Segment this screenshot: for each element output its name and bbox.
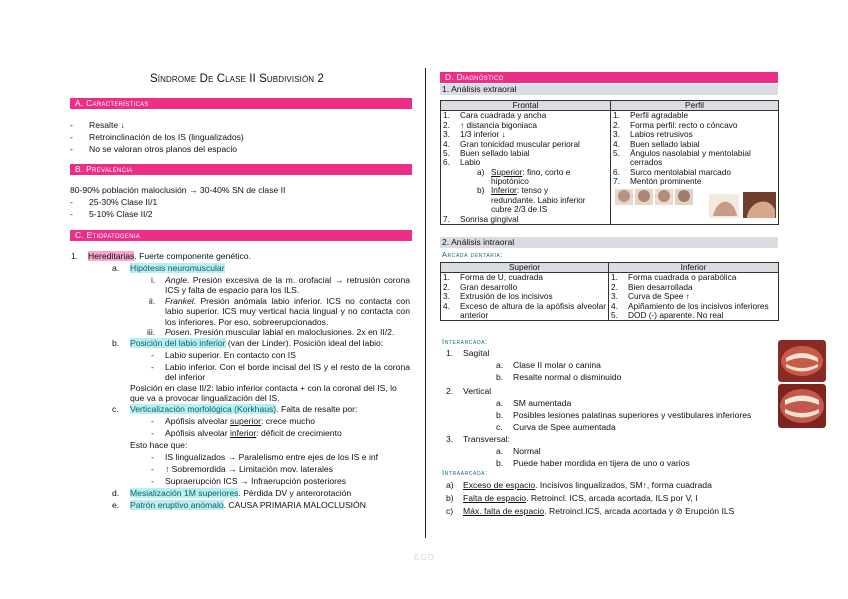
column-divider (425, 68, 426, 538)
list-item: - Retroinclinación de los IS (lingualizados) (70, 132, 244, 142)
col-header-frontal: Frontal (441, 101, 611, 111)
highlight-hereditarias: Hereditarias (88, 251, 135, 261)
list-item: 2. ↑ distancia bigoniaca (443, 119, 538, 130)
subsection-intraoral: 2. Análisis intraoral (440, 237, 778, 248)
list-item-hereditarias: 1. Hereditarias. Fuerte componente genético. (71, 251, 251, 261)
list-item: b. Puede haber mordida en tijera de uno o varios (496, 458, 690, 468)
list-item: 3. Curva de Spee ↑ (611, 291, 690, 302)
col-header-perfil: Perfil (611, 101, 779, 111)
list-item: 4. Exceso de altura de la apófisis alveolar anterior (443, 300, 606, 320)
highlight-mesializacion: Mesialización 1M superiores (130, 487, 239, 498)
arcada-table (440, 262, 779, 321)
list-item: 5. Buen sellado labial (443, 147, 530, 158)
list-item: c. Curva de Spee aumentada (496, 422, 616, 432)
list-item: - Apófisis alveolar inferior: déficit de crecimiento (151, 427, 342, 438)
list-item: 1. Forma de U, cuadrada (443, 272, 544, 283)
arcada-label: Arcada dentaria: (442, 250, 504, 259)
list-item: a. Normal (496, 446, 541, 456)
list-item: 1. Sagital (446, 348, 490, 358)
list-item: - Supraerupción ICS → Infraerupción posteriores (151, 475, 347, 486)
section-a-header: A. Características (70, 98, 412, 109)
list-item-patron: e. Patrón eruptivo anómalo. CAUSA PRIMARIA MALOCLUSIÓN (112, 499, 366, 510)
interarcada-list (446, 348, 776, 470)
highlight-verticalizacion: Verticalización morfológica (Korkhaus) (130, 403, 277, 414)
list-item: 1. Forma cuadrada o parabólica (611, 272, 737, 283)
list-item: 2. Vertical (446, 386, 492, 396)
highlight-posicion-labio: Posición del labio inferior (130, 337, 226, 348)
intraoral-photo-top (778, 340, 826, 382)
list-item: 6. Surco mentolabial marcado (613, 166, 731, 177)
list-item: - Resalte ↓ (70, 120, 125, 130)
list-item-posen: iii. Posen. Presión muscular labial en maloclusiones. 2x en II/2. (147, 327, 395, 338)
list-item: - ↑ Sobremordida → Limitación mov. laterales (151, 463, 333, 474)
list-item: 5. Ángulos nasolabial y mentolabial cerrados (613, 147, 751, 168)
list-item: - Labio superior. En contacto con IS (151, 349, 296, 360)
list-item: - 5-10% Clase II/2 (70, 209, 153, 219)
list-item: 2. Gran desarrollo (443, 281, 518, 292)
list-item: - No se valoran otros planos del espacio (70, 144, 238, 154)
esto-hace-que: Esto hace que: (130, 439, 188, 450)
intraarcada-list (446, 480, 776, 519)
list-item-mesializacion: d. Mesialización 1M superiores. Pérdida DV y anterorotación (112, 487, 352, 498)
highlight-hipotesis: Hipótesis neuromuscular (130, 263, 225, 273)
list-item: - IS lingualizados → Paralelismo entre ejes de los IS e inf (151, 451, 379, 462)
list-item: b) Falta de espacio. Retroincl. ICS, arcada acortada, ILS por V, I (446, 493, 698, 503)
subsection-extraoral: 1. Análisis extraoral (440, 84, 778, 95)
list-item: 3. 1/3 inferior ↓ (443, 129, 506, 140)
posicion-clase-text: Posición en clase II/2: labio inferior contacta + con la coronal del IS, lo que va a provocar lingualización del IS. (130, 382, 397, 404)
list-item-frankel: ii. Frankel. Presión anómala labio inferior. ICS no contacta con labio superior. ICS muy vertical hacia lingual y no contacta con los inferiores. Por eso, sobreerupcionados. (149, 295, 410, 327)
list-item: 4. Gran tonicidad muscular perioral (443, 138, 580, 149)
perfil-cell (611, 111, 779, 225)
list-item: b) Inferior: tenso y redundante. Labio inferior cubre 2/3 de IS (477, 185, 586, 215)
list-item: 3. Labios retrusivos (613, 129, 693, 140)
prevalence-line: 80-90% población maloclusión → 30-40% SN de clase II (70, 185, 286, 195)
list-item: 7. Mentón prominente (613, 176, 702, 186)
col-header-inferior: Inferior (609, 263, 779, 273)
list-item: 7. Sonrisa gingival (443, 213, 519, 224)
footer-watermark: EGO (414, 553, 435, 562)
list-item: - 25-30% Clase II/1 (70, 197, 158, 207)
superior-cell (441, 273, 609, 321)
face-photos-image (613, 186, 779, 220)
list-item: 2. Bien desarrollada (611, 281, 693, 292)
frontal-cell (441, 111, 611, 225)
extraoral-table (440, 100, 779, 225)
list-item: a) Superior: fino, corto e hipotónico (477, 166, 571, 186)
list-item: 5. DOD (-) aparente. No real (611, 309, 724, 320)
col-header-superior: Superior (441, 263, 609, 273)
list-item: 3. Extrusión de los incisivos (443, 291, 553, 302)
list-item-posicion-labio: b. Posición del labio inferior (van der Linder). Posición ideal del labio: (112, 337, 384, 348)
profile-photos (613, 186, 776, 222)
list-item-hipotesis: a. Hipótesis neuromuscular (112, 263, 225, 273)
list-item: - Labio inferior. Con el borde incisal del IS y el resto de la corona del inferior (151, 361, 410, 383)
list-item: a) Exceso de espacio. Incisivos lingualizados, SM↑, forma cuadrada (446, 480, 712, 490)
section-d-header: D. Diagnóstico (440, 72, 778, 83)
list-item-verticalizacion: c. Verticalización morfológica (Korkhaus). Falta de resalte por: (112, 403, 358, 414)
interarcada-label: Interarcada: (442, 337, 488, 346)
inferior-cell (609, 273, 779, 321)
list-item-angle: i. Angle. Presión excesiva de la m. orofacial → retrusión corona ICS y falta de espacio para los ILS. (151, 275, 410, 296)
intraarcada-label: Intraarcada: (442, 468, 488, 477)
intraoral-photo-bottom (778, 384, 826, 428)
section-b-header: B. Prevalencia (70, 164, 412, 175)
list-item: 6. Labio (443, 157, 481, 168)
list-item: - Apófisis alveolar superior: crece mucho (151, 415, 316, 426)
list-item: 1. Perfil agradable (613, 110, 689, 121)
list-item: c) Máx. falta de espacio. Retroincl.ICS, arcada acortada y ⊘ Erupción ILS (446, 506, 735, 516)
section-a-list (70, 120, 410, 156)
list-item: b. Resalte normal o disminuido (496, 372, 622, 382)
list-item: a. Clase II molar o canina (496, 360, 601, 370)
list-item: 2. Forma perfil: recto o cóncavo (613, 119, 738, 130)
list-item: b. Posibles lesiones palatinas superiores y vestibulares inferiores (496, 410, 752, 420)
etiopatogenia-content (70, 251, 410, 512)
list-item: 1. Cara cuadrada y ancha (443, 110, 547, 121)
list-item: a. SM aumentada (496, 398, 572, 408)
list-item: 4. Buen sellado labial (613, 138, 700, 149)
section-b-list (70, 197, 410, 221)
list-item: 4. Apiñamiento de los incisivos inferiores (611, 300, 769, 311)
list-item: 3. Transversal: (446, 434, 510, 444)
section-c-header: C. Etiopatogenia (70, 230, 412, 241)
highlight-patron: Patrón eruptivo anómalo (130, 499, 224, 510)
page-title: Síndrome De Clase II Subdivisión 2 (150, 73, 324, 85)
